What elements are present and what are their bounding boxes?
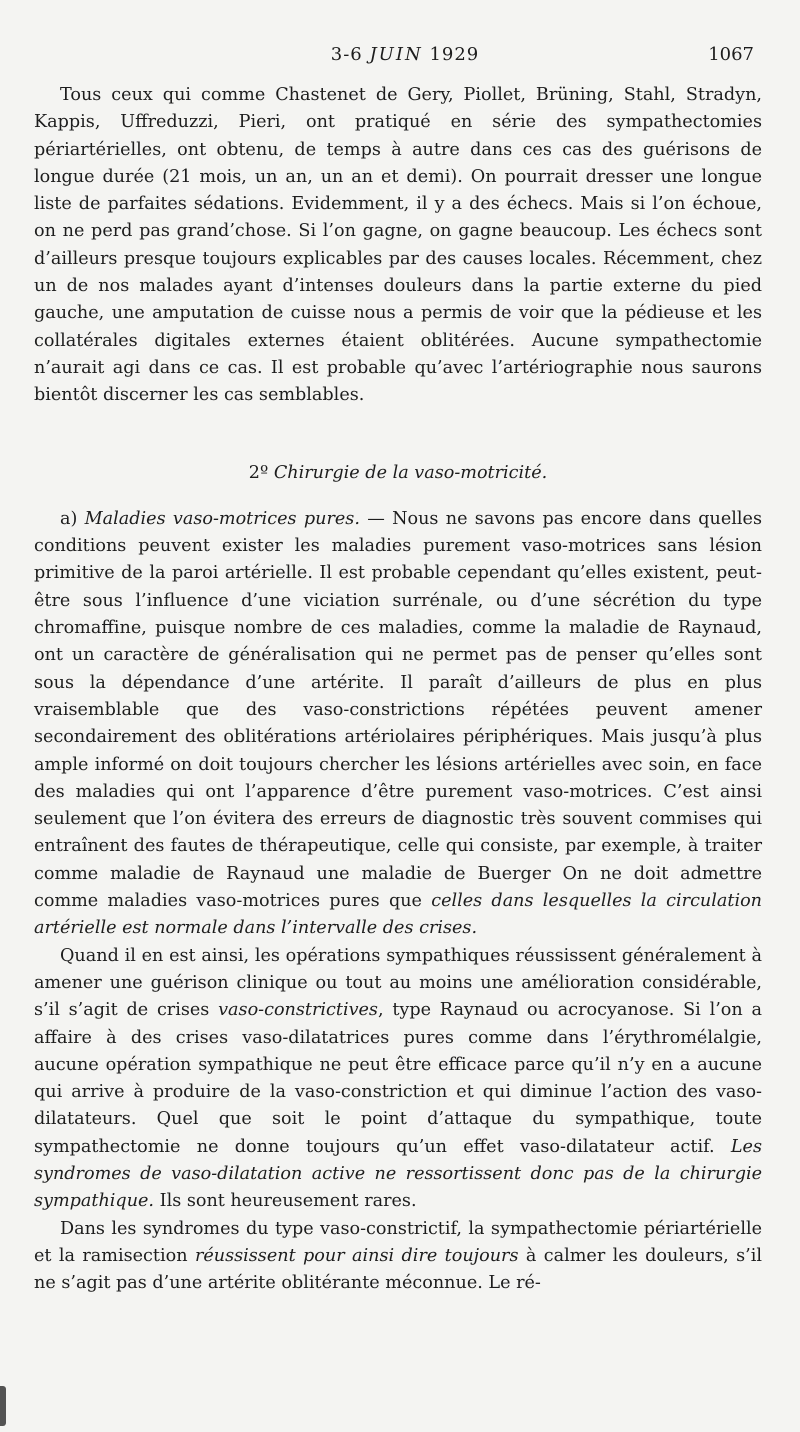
paragraph-vasoconstrictive-syndromes	[34, 1216, 762, 1298]
date-year: 1929	[422, 44, 480, 65]
paragraph-sympathetic-operations	[34, 943, 762, 1216]
date-month: JUIN	[369, 44, 423, 65]
paragraph-text: Ils sont heureusement rares.	[154, 1191, 417, 1212]
paragraph-text: Dans les syndromes du type vaso-constrictif, la sympathectomie périartérielle et la ramisection	[34, 1218, 762, 1266]
page-header	[56, 44, 754, 74]
paragraph-sympathectomy-results: Tous ceux qui comme Chastenet de Gery, Piollet, Brüning, Stahl, Stradyn, Kappis, Uffreduzzi, Pieri, ont pratiqué en série des sympathectomies périartérielles, ont obtenu, de temps à autre dans ces cas des guérisons de longue durée (21 mois, un an, un an et demi). On pourrait dresser une longue liste de parfaites sédations. Evidemment, il y a des échecs. Mais si l’on échoue, on ne perd pas grand’chose. Si l’on gagne, on gagne beaucoup. Les échecs sont d’ailleurs presque toujours explicables par des causes locales. Récemment, chez un de nos malades ayant d’intenses douleurs dans la partie externe du pied gauche, une amputation de cuisse nous a permis de voir que la pédieuse et les collatérales digitales externes étaient oblitérées. Aucune sympathectomie n’aurait agi dans ce cas. Il est probable qu’avec l’artériographie nous saurons bientôt discerner les cas semblables.	[34, 85, 762, 406]
running-head-date	[56, 44, 754, 65]
scan-edge-mark	[0, 1386, 6, 1426]
paragraph-text: Quand il en est ainsi, les opérations sympathiques réussissent généralement à amener une guérison clinique ou tout au moins une amélioration considérable, s’il s’agit de crises	[34, 945, 762, 1021]
section-number: 2º	[248, 462, 274, 483]
section-heading	[34, 460, 762, 487]
emphasis-text: celles dans lesquelles la circulation artérielle est normale dans l’intervalle des crises.	[34, 891, 762, 939]
paragraph-text: , type Raynaud ou acrocyanose. Si l’on a affaire à des crises vaso-dilatatrices pures comme dans l’érythromélalgie, aucune opération sympathique ne peut être efficace parce qu’il n’y en a aucune qui arrive à produire de la vaso-constriction et qui diminue l’action des vaso-dilatateurs. Quel que soit le point d’attaque du sympathique, toute sympathectomie ne donne toujours qu’un effet vaso-dilatateur actif.	[34, 1000, 762, 1157]
page-number: 1067	[708, 44, 754, 65]
subsection-label: a)	[60, 508, 85, 529]
emphasis-text: vaso-constrictives	[218, 1000, 378, 1021]
emphasis-text: réussissent pour ainsi dire toujours	[194, 1245, 519, 1266]
paragraph-text: à calmer les douleurs, s’il ne s’agit pas d’une artérite oblitérante méconnue. Le ré-	[34, 1245, 762, 1294]
body-text	[34, 82, 762, 1297]
paragraph-text: — Nous ne savons pas encore dans quelles conditions peuvent exister les maladies purement vaso-motrices sans lésion primitive de la paroi artérielle. Il est probable cependant qu’elles existent, peut-être sous l’influence d’une viciation surrénale, ou d’une sécrétion du type chromaffine, puisque nombre de ces maladies, comme la maladie de Raynaud, ont un caractère de généralisation qui ne permet pas de penser qu’elles sont sous la dépendance d’une artérite. Il paraît d’ailleurs de plus en plus vraisemblable que des vaso-constrictions répétées peuvent amener secondairement des oblitérations artériolaires périphériques. Mais jusqu’à plus ample informé on doit toujours chercher les lésions artérielles avec soin, en face des maladies qui ont l’apparence d’être purement vaso-motrices. C’est ainsi seulement que l’on évitera des erreurs de diagnostic très souvent commises qui entraînent des fautes de thérapeutique, celle qui consiste, par exemple, à traiter comme maladie de Raynaud une maladie de Buerger On ne doit admettre comme maladies vaso-motrices pures que	[34, 508, 762, 912]
subsection-title: Maladies vaso-motrices pures.	[84, 508, 360, 529]
emphasis-text: Les syndromes de vaso-dilatation active ne ressortissent donc pas de la chirurgie sympathique.	[34, 1136, 762, 1212]
date-day: 3-6	[330, 44, 370, 65]
paragraph-vasomotor-diseases	[34, 506, 762, 943]
section-title: Chirurgie de la vaso-motricité.	[273, 462, 548, 483]
